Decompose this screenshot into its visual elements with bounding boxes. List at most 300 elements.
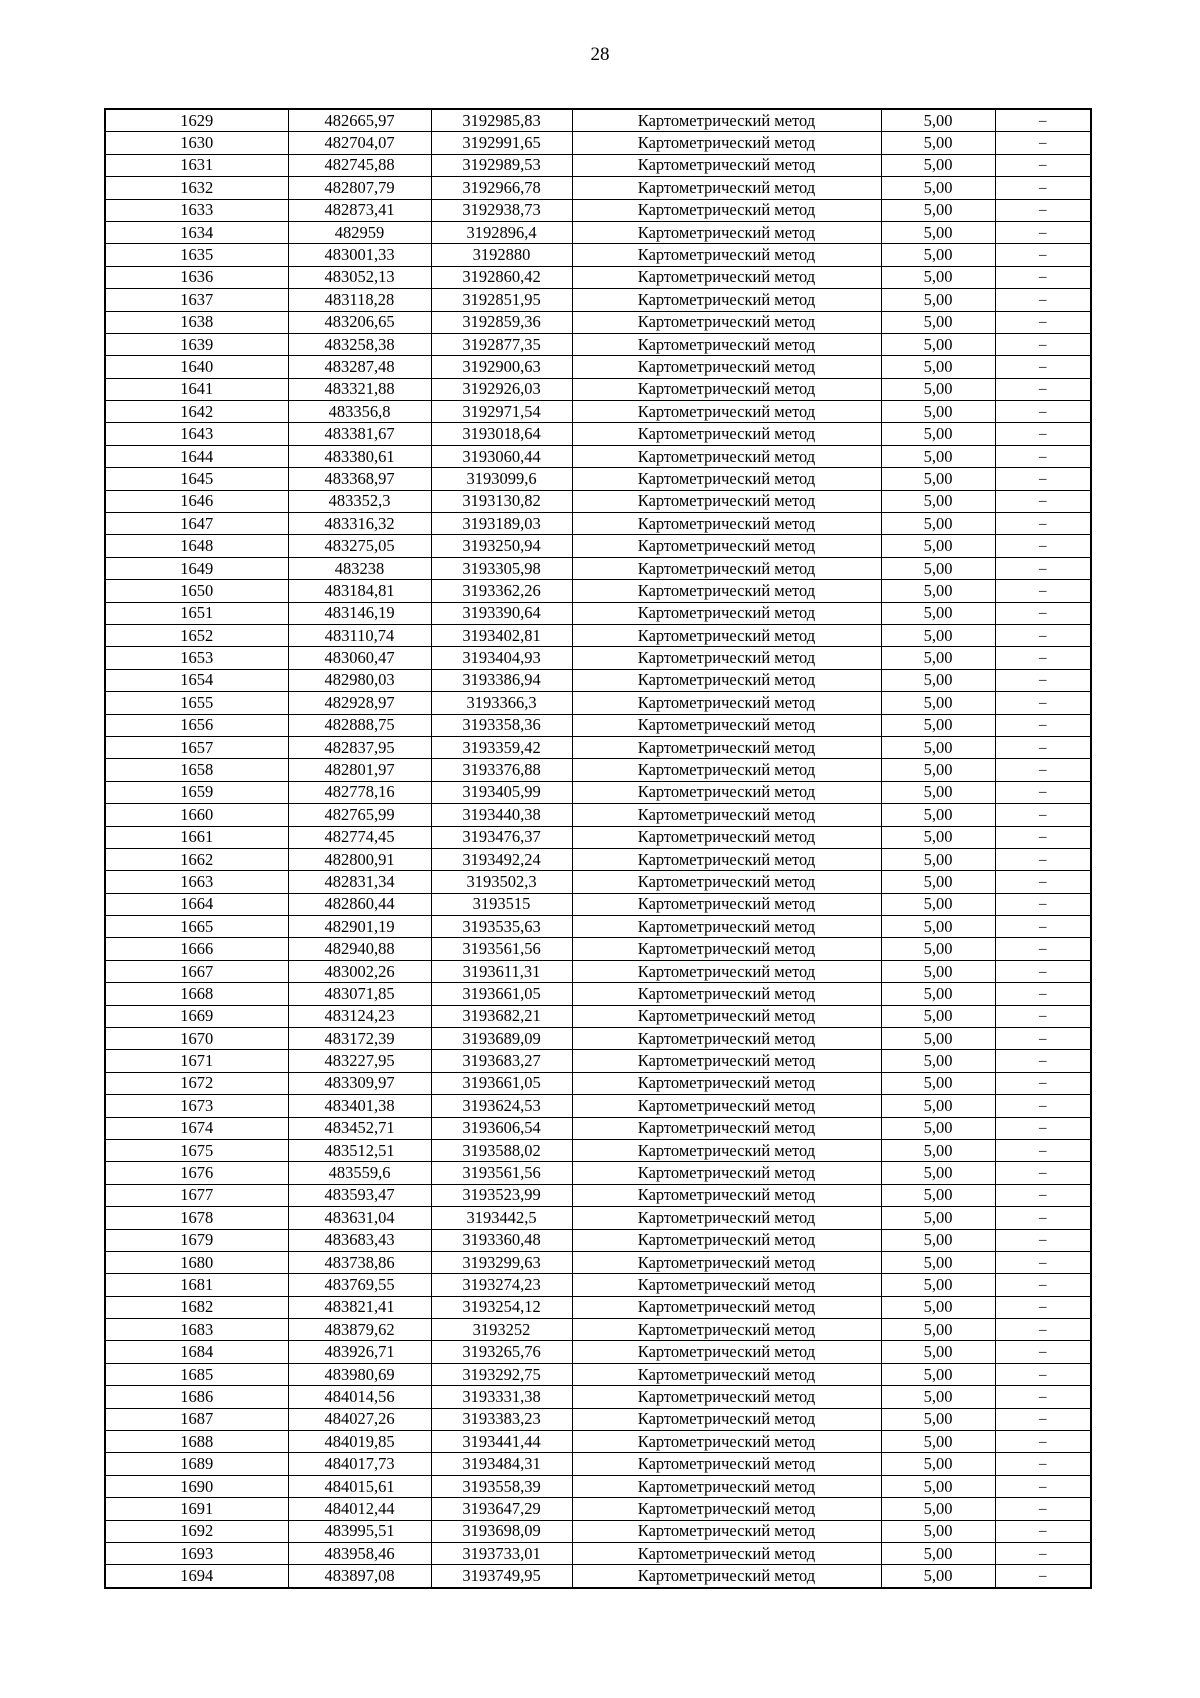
x-coordinate-cell: 483146,19	[288, 602, 431, 624]
accuracy-cell: 5,00	[881, 154, 995, 176]
point-number-cell: 1660	[105, 804, 288, 826]
point-number-cell: 1676	[105, 1162, 288, 1184]
table-row	[105, 1028, 1091, 1050]
method-cell: Картометрический метод	[572, 602, 881, 624]
x-coordinate-cell: 482807,79	[288, 177, 431, 199]
method-cell: Картометрический метод	[572, 1386, 881, 1408]
point-number-cell: 1681	[105, 1274, 288, 1296]
table-row	[105, 893, 1091, 915]
accuracy-cell: 5,00	[881, 356, 995, 378]
y-coordinate-cell: 3193376,88	[431, 759, 572, 781]
point-number-cell: 1654	[105, 669, 288, 691]
method-cell: Картометрический метод	[572, 1475, 881, 1497]
accuracy-cell: 5,00	[881, 1028, 995, 1050]
x-coordinate-cell: 484019,85	[288, 1431, 431, 1453]
y-coordinate-cell: 3192926,03	[431, 378, 572, 400]
note-cell: –	[995, 1498, 1091, 1520]
note-cell: –	[995, 356, 1091, 378]
x-coordinate-cell: 483321,88	[288, 378, 431, 400]
x-coordinate-cell: 482928,97	[288, 692, 431, 714]
point-number-cell: 1637	[105, 289, 288, 311]
y-coordinate-cell: 3193476,37	[431, 826, 572, 848]
accuracy-cell: 5,00	[881, 1117, 995, 1139]
note-cell: –	[995, 804, 1091, 826]
accuracy-cell: 5,00	[881, 1274, 995, 1296]
y-coordinate-cell: 3193404,93	[431, 647, 572, 669]
note-cell: –	[995, 916, 1091, 938]
accuracy-cell: 5,00	[881, 1050, 995, 1072]
table-row	[105, 1207, 1091, 1229]
point-number-cell: 1679	[105, 1229, 288, 1251]
table-row	[105, 311, 1091, 333]
x-coordinate-cell: 483287,48	[288, 356, 431, 378]
y-coordinate-cell: 3193661,05	[431, 1072, 572, 1094]
x-coordinate-cell: 482888,75	[288, 714, 431, 736]
accuracy-cell: 5,00	[881, 1363, 995, 1385]
point-number-cell: 1692	[105, 1520, 288, 1542]
point-number-cell: 1682	[105, 1296, 288, 1318]
accuracy-cell: 5,00	[881, 1498, 995, 1520]
note-cell: –	[995, 1543, 1091, 1565]
method-cell: Картометрический метод	[572, 356, 881, 378]
table-row	[105, 1050, 1091, 1072]
point-number-cell: 1656	[105, 714, 288, 736]
y-coordinate-cell: 3193299,63	[431, 1251, 572, 1273]
method-cell: Картометрический метод	[572, 1162, 881, 1184]
accuracy-cell: 5,00	[881, 1095, 995, 1117]
y-coordinate-cell: 3192989,53	[431, 154, 572, 176]
accuracy-cell: 5,00	[881, 871, 995, 893]
table-row	[105, 804, 1091, 826]
method-cell: Картометрический метод	[572, 177, 881, 199]
x-coordinate-cell: 483769,55	[288, 1274, 431, 1296]
point-number-cell: 1687	[105, 1408, 288, 1430]
table-row	[105, 356, 1091, 378]
method-cell: Картометрический метод	[572, 736, 881, 758]
method-cell: Картометрический метод	[572, 266, 881, 288]
y-coordinate-cell: 3192860,42	[431, 266, 572, 288]
table-row	[105, 826, 1091, 848]
x-coordinate-cell: 483512,51	[288, 1139, 431, 1161]
accuracy-cell: 5,00	[881, 1475, 995, 1497]
method-cell: Картометрический метод	[572, 1050, 881, 1072]
method-cell: Картометрический метод	[572, 311, 881, 333]
y-coordinate-cell: 3193390,64	[431, 602, 572, 624]
y-coordinate-cell: 3192900,63	[431, 356, 572, 378]
table-row	[105, 468, 1091, 490]
accuracy-cell: 5,00	[881, 1005, 995, 1027]
x-coordinate-cell: 483184,81	[288, 580, 431, 602]
y-coordinate-cell: 3193484,31	[431, 1453, 572, 1475]
accuracy-cell: 5,00	[881, 893, 995, 915]
table-row	[105, 692, 1091, 714]
method-cell: Картометрический метод	[572, 445, 881, 467]
point-number-cell: 1655	[105, 692, 288, 714]
note-cell: –	[995, 871, 1091, 893]
x-coordinate-cell: 482860,44	[288, 893, 431, 915]
note-cell: –	[995, 1475, 1091, 1497]
note-cell: –	[995, 624, 1091, 646]
note-cell: –	[995, 109, 1091, 132]
table-row	[105, 983, 1091, 1005]
method-cell: Картометрический метод	[572, 960, 881, 982]
table-row	[105, 1095, 1091, 1117]
method-cell: Картометрический метод	[572, 221, 881, 243]
method-cell: Картометрический метод	[572, 893, 881, 915]
accuracy-cell: 5,00	[881, 1207, 995, 1229]
table-row	[105, 1498, 1091, 1520]
x-coordinate-cell: 482940,88	[288, 938, 431, 960]
y-coordinate-cell: 3193502,3	[431, 871, 572, 893]
note-cell: –	[995, 445, 1091, 467]
note-cell: –	[995, 826, 1091, 848]
method-cell: Картометрический метод	[572, 916, 881, 938]
x-coordinate-cell: 484014,56	[288, 1386, 431, 1408]
method-cell: Картометрический метод	[572, 848, 881, 870]
accuracy-cell: 5,00	[881, 1431, 995, 1453]
note-cell: –	[995, 1363, 1091, 1385]
x-coordinate-cell: 482665,97	[288, 109, 431, 132]
x-coordinate-cell: 483821,41	[288, 1296, 431, 1318]
accuracy-cell: 5,00	[881, 759, 995, 781]
note-cell: –	[995, 1184, 1091, 1206]
point-number-cell: 1689	[105, 1453, 288, 1475]
coordinates-table-body	[105, 109, 1091, 1588]
note-cell: –	[995, 490, 1091, 512]
note-cell: –	[995, 1095, 1091, 1117]
note-cell: –	[995, 848, 1091, 870]
method-cell: Картометрический метод	[572, 490, 881, 512]
method-cell: Картометрический метод	[572, 647, 881, 669]
y-coordinate-cell: 3192880	[431, 244, 572, 266]
method-cell: Картометрический метод	[572, 1251, 881, 1273]
accuracy-cell: 5,00	[881, 557, 995, 579]
table-row	[105, 1251, 1091, 1273]
point-number-cell: 1693	[105, 1543, 288, 1565]
point-number-cell: 1658	[105, 759, 288, 781]
x-coordinate-cell: 483593,47	[288, 1184, 431, 1206]
y-coordinate-cell: 3193492,24	[431, 848, 572, 870]
accuracy-cell: 5,00	[881, 669, 995, 691]
table-row	[105, 1363, 1091, 1385]
point-number-cell: 1642	[105, 401, 288, 423]
point-number-cell: 1675	[105, 1139, 288, 1161]
point-number-cell: 1680	[105, 1251, 288, 1273]
note-cell: –	[995, 289, 1091, 311]
note-cell: –	[995, 1139, 1091, 1161]
note-cell: –	[995, 401, 1091, 423]
y-coordinate-cell: 3193749,95	[431, 1565, 572, 1588]
method-cell: Картометрический метод	[572, 1072, 881, 1094]
note-cell: –	[995, 960, 1091, 982]
point-number-cell: 1672	[105, 1072, 288, 1094]
x-coordinate-cell: 483559,6	[288, 1162, 431, 1184]
x-coordinate-cell: 483060,47	[288, 647, 431, 669]
point-number-cell: 1678	[105, 1207, 288, 1229]
accuracy-cell: 5,00	[881, 1162, 995, 1184]
method-cell: Картометрический метод	[572, 1341, 881, 1363]
y-coordinate-cell: 3193405,99	[431, 781, 572, 803]
table-row	[105, 1408, 1091, 1430]
x-coordinate-cell: 483368,97	[288, 468, 431, 490]
x-coordinate-cell: 483172,39	[288, 1028, 431, 1050]
table-row	[105, 1072, 1091, 1094]
x-coordinate-cell: 483356,8	[288, 401, 431, 423]
method-cell: Картометрический метод	[572, 154, 881, 176]
point-number-cell: 1639	[105, 333, 288, 355]
table-row	[105, 1341, 1091, 1363]
method-cell: Картометрический метод	[572, 1431, 881, 1453]
method-cell: Картометрический метод	[572, 1565, 881, 1588]
note-cell: –	[995, 1207, 1091, 1229]
note-cell: –	[995, 266, 1091, 288]
accuracy-cell: 5,00	[881, 1520, 995, 1542]
method-cell: Картометрический метод	[572, 535, 881, 557]
note-cell: –	[995, 1072, 1091, 1094]
note-cell: –	[995, 1565, 1091, 1588]
table-row	[105, 602, 1091, 624]
method-cell: Картометрический метод	[572, 804, 881, 826]
table-row	[105, 916, 1091, 938]
x-coordinate-cell: 483206,65	[288, 311, 431, 333]
note-cell: –	[995, 1408, 1091, 1430]
x-coordinate-cell: 483002,26	[288, 960, 431, 982]
x-coordinate-cell: 482980,03	[288, 669, 431, 691]
note-cell: –	[995, 1050, 1091, 1072]
note-cell: –	[995, 714, 1091, 736]
table-row	[105, 647, 1091, 669]
method-cell: Картометрический метод	[572, 1139, 881, 1161]
table-row	[105, 960, 1091, 982]
point-number-cell: 1650	[105, 580, 288, 602]
accuracy-cell: 5,00	[881, 938, 995, 960]
table-row	[105, 938, 1091, 960]
accuracy-cell: 5,00	[881, 1408, 995, 1430]
accuracy-cell: 5,00	[881, 624, 995, 646]
point-number-cell: 1638	[105, 311, 288, 333]
x-coordinate-cell: 483316,32	[288, 513, 431, 535]
method-cell: Картометрический метод	[572, 714, 881, 736]
note-cell: –	[995, 1520, 1091, 1542]
y-coordinate-cell: 3193265,76	[431, 1341, 572, 1363]
x-coordinate-cell: 483118,28	[288, 289, 431, 311]
point-number-cell: 1641	[105, 378, 288, 400]
x-coordinate-cell: 483227,95	[288, 1050, 431, 1072]
y-coordinate-cell: 3193535,63	[431, 916, 572, 938]
table-row	[105, 177, 1091, 199]
note-cell: –	[995, 1341, 1091, 1363]
accuracy-cell: 5,00	[881, 109, 995, 132]
method-cell: Картометрический метод	[572, 580, 881, 602]
y-coordinate-cell: 3193359,42	[431, 736, 572, 758]
accuracy-cell: 5,00	[881, 535, 995, 557]
method-cell: Картометрический метод	[572, 1319, 881, 1341]
x-coordinate-cell: 482704,07	[288, 132, 431, 154]
table-row	[105, 759, 1091, 781]
table-row	[105, 1431, 1091, 1453]
note-cell: –	[995, 1274, 1091, 1296]
note-cell: –	[995, 535, 1091, 557]
y-coordinate-cell: 3193515	[431, 893, 572, 915]
point-number-cell: 1634	[105, 221, 288, 243]
table-row	[105, 1565, 1091, 1588]
accuracy-cell: 5,00	[881, 513, 995, 535]
note-cell: –	[995, 669, 1091, 691]
x-coordinate-cell: 482774,45	[288, 826, 431, 848]
table-row	[105, 378, 1091, 400]
accuracy-cell: 5,00	[881, 221, 995, 243]
table-row	[105, 289, 1091, 311]
accuracy-cell: 5,00	[881, 445, 995, 467]
y-coordinate-cell: 3192938,73	[431, 199, 572, 221]
method-cell: Картометрический метод	[572, 513, 881, 535]
x-coordinate-cell: 484015,61	[288, 1475, 431, 1497]
note-cell: –	[995, 1117, 1091, 1139]
point-number-cell: 1629	[105, 109, 288, 132]
accuracy-cell: 5,00	[881, 960, 995, 982]
y-coordinate-cell: 3193606,54	[431, 1117, 572, 1139]
method-cell: Картометрический метод	[572, 1498, 881, 1520]
method-cell: Картометрический метод	[572, 759, 881, 781]
method-cell: Картометрический метод	[572, 1028, 881, 1050]
y-coordinate-cell: 3193402,81	[431, 624, 572, 646]
point-number-cell: 1667	[105, 960, 288, 982]
y-coordinate-cell: 3193130,82	[431, 490, 572, 512]
y-coordinate-cell: 3193698,09	[431, 1520, 572, 1542]
x-coordinate-cell: 482831,34	[288, 871, 431, 893]
accuracy-cell: 5,00	[881, 177, 995, 199]
note-cell: –	[995, 177, 1091, 199]
table-row	[105, 848, 1091, 870]
point-number-cell: 1630	[105, 132, 288, 154]
accuracy-cell: 5,00	[881, 199, 995, 221]
x-coordinate-cell: 483738,86	[288, 1251, 431, 1273]
accuracy-cell: 5,00	[881, 289, 995, 311]
point-number-cell: 1666	[105, 938, 288, 960]
point-number-cell: 1674	[105, 1117, 288, 1139]
accuracy-cell: 5,00	[881, 423, 995, 445]
x-coordinate-cell: 483879,62	[288, 1319, 431, 1341]
table-row	[105, 401, 1091, 423]
table-row	[105, 490, 1091, 512]
point-number-cell: 1684	[105, 1341, 288, 1363]
accuracy-cell: 5,00	[881, 1341, 995, 1363]
y-coordinate-cell: 3193386,94	[431, 669, 572, 691]
method-cell: Картометрический метод	[572, 624, 881, 646]
y-coordinate-cell: 3193099,6	[431, 468, 572, 490]
point-number-cell: 1686	[105, 1386, 288, 1408]
accuracy-cell: 5,00	[881, 1229, 995, 1251]
note-cell: –	[995, 1296, 1091, 1318]
method-cell: Картометрический метод	[572, 132, 881, 154]
method-cell: Картометрический метод	[572, 244, 881, 266]
y-coordinate-cell: 3193254,12	[431, 1296, 572, 1318]
y-coordinate-cell: 3193305,98	[431, 557, 572, 579]
x-coordinate-cell: 482959	[288, 221, 431, 243]
table-row	[105, 132, 1091, 154]
y-coordinate-cell: 3193624,53	[431, 1095, 572, 1117]
x-coordinate-cell: 483071,85	[288, 983, 431, 1005]
note-cell: –	[995, 199, 1091, 221]
method-cell: Картометрический метод	[572, 692, 881, 714]
x-coordinate-cell: 482801,97	[288, 759, 431, 781]
table-row	[105, 669, 1091, 691]
x-coordinate-cell: 483683,43	[288, 1229, 431, 1251]
accuracy-cell: 5,00	[881, 1251, 995, 1273]
accuracy-cell: 5,00	[881, 1565, 995, 1588]
y-coordinate-cell: 3193682,21	[431, 1005, 572, 1027]
table-row	[105, 154, 1091, 176]
y-coordinate-cell: 3193060,44	[431, 445, 572, 467]
point-number-cell: 1652	[105, 624, 288, 646]
method-cell: Картометрический метод	[572, 333, 881, 355]
note-cell: –	[995, 1005, 1091, 1027]
accuracy-cell: 5,00	[881, 602, 995, 624]
y-coordinate-cell: 3193292,75	[431, 1363, 572, 1385]
method-cell: Картометрический метод	[572, 938, 881, 960]
note-cell: –	[995, 1229, 1091, 1251]
accuracy-cell: 5,00	[881, 1453, 995, 1475]
point-number-cell: 1683	[105, 1319, 288, 1341]
accuracy-cell: 5,00	[881, 1072, 995, 1094]
y-coordinate-cell: 3193383,23	[431, 1408, 572, 1430]
table-row	[105, 1274, 1091, 1296]
point-number-cell: 1664	[105, 893, 288, 915]
x-coordinate-cell: 482778,16	[288, 781, 431, 803]
table-row	[105, 781, 1091, 803]
y-coordinate-cell: 3192991,65	[431, 132, 572, 154]
x-coordinate-cell: 483238	[288, 557, 431, 579]
accuracy-cell: 5,00	[881, 378, 995, 400]
table-row	[105, 1543, 1091, 1565]
y-coordinate-cell: 3193440,38	[431, 804, 572, 826]
x-coordinate-cell: 482800,91	[288, 848, 431, 870]
x-coordinate-cell: 483980,69	[288, 1363, 431, 1385]
method-cell: Картометрический метод	[572, 1408, 881, 1430]
note-cell: –	[995, 692, 1091, 714]
note-cell: –	[995, 759, 1091, 781]
table-row	[105, 1117, 1091, 1139]
method-cell: Картометрический метод	[572, 289, 881, 311]
y-coordinate-cell: 3192985,83	[431, 109, 572, 132]
accuracy-cell: 5,00	[881, 311, 995, 333]
y-coordinate-cell: 3193683,27	[431, 1050, 572, 1072]
accuracy-cell: 5,00	[881, 1319, 995, 1341]
point-number-cell: 1673	[105, 1095, 288, 1117]
accuracy-cell: 5,00	[881, 401, 995, 423]
note-cell: –	[995, 1251, 1091, 1273]
y-coordinate-cell: 3192851,95	[431, 289, 572, 311]
y-coordinate-cell: 3193441,44	[431, 1431, 572, 1453]
table-row	[105, 1296, 1091, 1318]
accuracy-cell: 5,00	[881, 333, 995, 355]
point-number-cell: 1677	[105, 1184, 288, 1206]
method-cell: Картометрический метод	[572, 1363, 881, 1385]
point-number-cell: 1688	[105, 1431, 288, 1453]
accuracy-cell: 5,00	[881, 132, 995, 154]
x-coordinate-cell: 483995,51	[288, 1520, 431, 1542]
page-number: 28	[590, 44, 610, 65]
point-number-cell: 1685	[105, 1363, 288, 1385]
method-cell: Картометрический метод	[572, 1520, 881, 1542]
x-coordinate-cell: 483631,04	[288, 1207, 431, 1229]
point-number-cell: 1643	[105, 423, 288, 445]
point-number-cell: 1653	[105, 647, 288, 669]
note-cell: –	[995, 893, 1091, 915]
y-coordinate-cell: 3193588,02	[431, 1139, 572, 1161]
note-cell: –	[995, 154, 1091, 176]
x-coordinate-cell: 483001,33	[288, 244, 431, 266]
